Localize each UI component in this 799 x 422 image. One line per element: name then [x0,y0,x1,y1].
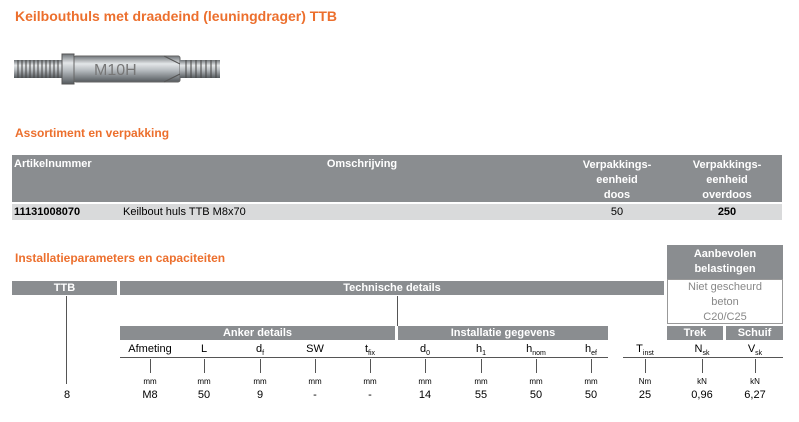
ttb-leader-line [66,296,67,384]
param-label-main: Afmeting [128,343,172,355]
param-label-sub: sk [702,350,710,358]
aanbevolen-header [667,245,783,279]
anker-details-label: Anker details [222,327,293,339]
anker-details-header [120,326,395,340]
param-unit: kN [750,377,760,386]
param-label-sub: inst [642,350,654,358]
param-value: 25 [638,389,652,401]
table-row [12,204,782,220]
installatie-gegevens-label: Installatie gegevens [450,327,556,339]
param-value: - [313,389,317,401]
niet-gescheurd-box [667,279,783,324]
ttb-label: TTB [53,282,76,294]
schuif-label: Schuif [737,327,772,339]
param-unit: mm [474,377,488,386]
param-value: 6,27 [744,389,766,401]
header-doos-line2: eenheid [596,174,638,186]
niet-gescheurd-line2: beton [711,296,739,308]
assortment-header [12,155,782,202]
param-value: M8 [142,389,158,401]
param-label-main: h [585,343,592,355]
param-unit: mm [253,377,267,386]
trek-header [667,326,723,340]
tech-leader-line [397,296,398,326]
header-omschrijving: Omschrijving [326,158,398,170]
header-overdoos-line2: eenheid [706,174,748,186]
param-label [506,343,566,357]
header-overdoos [677,158,777,203]
param-label-main: h [526,343,533,355]
param-label-sub: 0 [426,350,431,358]
row-artikelnummer: 11131008070 [14,206,81,218]
ttb-value: 8 [63,389,71,401]
param-tick [755,359,756,373]
sleeve-marking: M10H [94,62,137,79]
param-value: 0,96 [691,389,713,401]
param-tick [204,359,205,373]
param-label [230,343,290,357]
param-unit: Nm [638,377,652,386]
param-label-sub: fix [368,350,376,358]
param-tick [370,359,371,373]
param-label [725,343,785,357]
param-label-sub: ef [591,350,597,358]
technische-details-header [120,281,664,295]
param-label-main: V [747,343,756,355]
param-unit: mm [584,377,598,386]
ttb-header [12,281,117,295]
param-tick [260,359,261,373]
schuif-header [726,326,783,340]
param-label [120,343,180,357]
param-value: 9 [256,389,264,401]
param-tick [645,359,646,373]
technische-details-label: Technische details [343,282,441,294]
param-tick [425,359,426,373]
param-label [174,343,234,357]
param-label-main: T [636,343,643,355]
header-overdoos-line3: overdoos [702,189,752,201]
row-doos: 50 [610,206,624,218]
param-tick [481,359,482,373]
param-label [561,343,621,357]
param-unit: mm [418,377,432,386]
param-label-main: N [694,343,703,355]
param-label-main: L [200,343,208,355]
param-unit: mm [363,377,377,386]
header-doos-line3: doos [603,189,631,201]
param-unit: kN [697,377,707,386]
assortment-heading: Assortiment en verpakking [15,126,170,140]
param-label-sub: sk [755,350,763,358]
trek-label: Trek [683,327,707,339]
param-tick [591,359,592,373]
param-unit: mm [197,377,211,386]
param-tick [150,359,151,373]
param-unit: mm [529,377,543,386]
param-tick [536,359,537,373]
param-value: 50 [197,389,211,401]
param-label [340,343,400,357]
param-label-main: h [475,343,483,355]
param-tick [702,359,703,373]
param-value: 50 [584,389,598,401]
param-label-main: t [364,343,369,355]
header-doos [567,158,667,203]
param-label [285,343,345,357]
param-label-main: d [255,343,263,355]
param-tick [315,359,316,373]
param-label-main: d [419,343,427,355]
param-label-sub: nom [532,350,546,358]
installatie-gegevens-header [398,326,608,340]
row-omschrijving: Keilbout huls TTB M8x70 [123,206,246,218]
param-value: 55 [474,389,488,401]
row-overdoos: 250 [717,206,737,218]
param-value: 50 [529,389,543,401]
param-label-sub: f [262,350,265,358]
aanbevolen-line1: Aanbevolen [693,248,757,260]
anchor-bolt-image [14,40,224,98]
header-artikelnummer: Artikelnummer [14,158,92,170]
param-unit: mm [143,377,157,386]
param-label [395,343,455,357]
param-label [672,343,732,357]
param-label-sub: 1 [482,350,487,358]
niet-gescheurd-line1: Niet gescheurd [688,281,762,293]
header-doos-line1: Verpakkings- [582,159,652,171]
install-heading: Installatieparameters en capaciteiten [15,251,226,265]
param-label [451,343,511,357]
aanbevolen-line2: belastingen [694,263,756,275]
header-overdoos-line1: Verpakkings- [692,159,762,171]
param-label-main: SW [306,343,324,355]
param-value: 14 [418,389,432,401]
param-label [615,343,675,357]
param-unit: mm [308,377,322,386]
niet-gescheurd-line3: C20/C25 [703,311,747,323]
param-value: - [368,389,372,401]
page-title: Keilbouthuls met draadeind (leuningdrager) TTB [15,8,338,24]
